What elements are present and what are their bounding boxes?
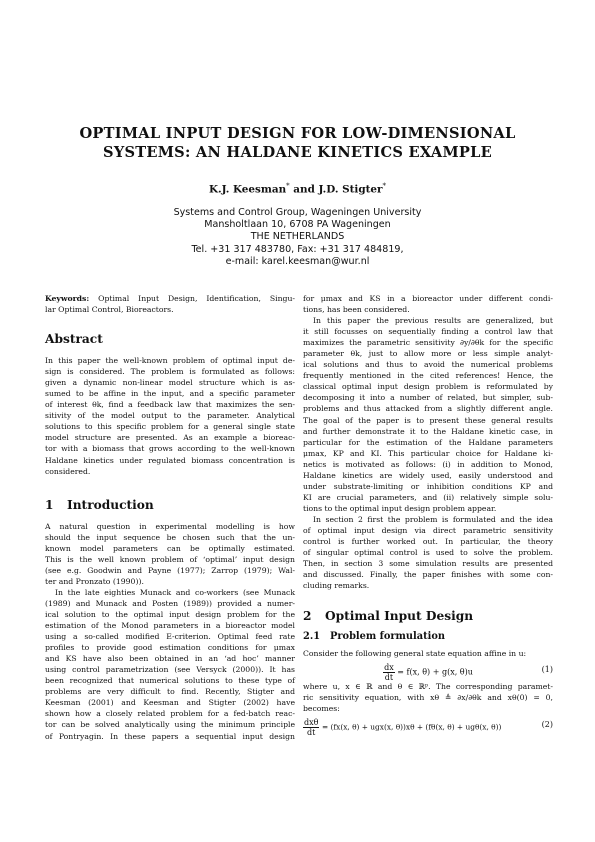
affiliation-line: Tel. +31 317 483780, Fax: +31 317 484819, — [191, 243, 404, 255]
keywords-line: lar Optimal Control, Bioreactors. — [45, 305, 174, 315]
body-paragraph: Consider the following general state equation affine in u: — [303, 649, 527, 659]
abstract-line: Haldane kinetics under regulated biomass concentration is — [45, 455, 295, 465]
equation-2 — [303, 714, 553, 736]
body-paragraph: for μmax and KS in a bioreactor under different condi- tions, has been considered. — [303, 294, 553, 315]
equation-1 — [303, 659, 553, 681]
intro-paragraph: A natural question in experimental modelling is how should the input sequence be chosen such that the un- known model parameters can be optimally estimated. This is the well known problem of ‘optimal’ input design (see e.g. Goodwin and Payne (1977); Zarrop (1979); Wal- ter and Pronzato (1990)). — [45, 521, 295, 586]
abstract-line: of interest θk, find a feedback law that maximizes the sen- — [45, 400, 295, 410]
affiliation-line: Systems and Control Group, Wageningen University — [173, 207, 422, 218]
body-paragraph: where u, x ∈ ℝ and θ ∈ ℝᵖ. The corresponding paramet- ric sensitivity equation, with xθ ≜ ∂x/∂θk and xθ(0) = 0, becomes: — [303, 682, 553, 714]
abstract-heading: Abstract — [45, 332, 103, 347]
body-paragraph: In section 2 first the problem is formulated and the idea of optimal input design via direct parametric sensitivity control is further worked out. In particular, the theory of singular optimal control is used to solve the problem. Then, in section 3 some simulation results are presented and discussed. Finally, the paper finishes with some con- cluding remarks. — [303, 514, 553, 591]
eq2-rhs: = (fx(x, θ) + ugx(x, θ))xθ + (fθ(x, θ) + ugθ(x, θ)) — [322, 722, 502, 732]
author-mark: * — [382, 182, 386, 190]
keywords — [45, 293, 295, 315]
abstract-text — [45, 355, 295, 477]
affiliation-line: e-mail: karel.keesman@wur.nl — [225, 255, 370, 267]
equation-number: (2) — [541, 720, 553, 730]
abstract-line: sitivity of the model output to the parameter. Analytical — [45, 411, 295, 421]
abstract-line: sign is considered. The problem is formulated as follows: — [45, 367, 295, 377]
author-name: J.D. Stigter — [318, 183, 383, 196]
title-line: OPTIMAL INPUT DESIGN FOR LOW-DIMENSIONAL — [79, 125, 516, 142]
author-separator: and — [293, 183, 315, 196]
title-line: SYSTEMS: AN HALDANE KINETICS EXAMPLE — [103, 144, 492, 161]
abstract-line: In this paper the well-known problem of optimal input de- — [45, 356, 295, 366]
affiliation-line: THE NETHERLANDS — [250, 231, 345, 243]
keywords-line: Keywords: Optimal Input Design, Identification, Singu- — [45, 294, 296, 303]
abstract-line: model structure are presented. As an example a bioreac- — [45, 433, 295, 443]
abstract-line: tor with a biomass that grows according to the well-known — [45, 444, 295, 454]
abstract-line: sumed to be affine in the input, and a specific parameter — [45, 389, 295, 399]
abstract-line: solutions to this specific problem for a general single state — [45, 422, 295, 432]
intro-paragraph: In the late eighties Munack and co-workers (see Munack (1989) and Munack and Posten (1989)) provided a numer- ical solution to the optimal input design problem for the estimation of the Monod parameters in a bioreactor model using a so-called modified E-criterion. Optimal feed rate profiles to provide good estimation conditions for μmax and KS have also been obtained in an ‘ad hoc’ manner using control parametrization (see Versyck (2000)). It has been recognized that numerical solutions to these type of problems are very difficult to find. Recently, Stigter and Keesman (2001) and Keesman and Stigter (2002) have shown how a closely related problem for a fed-batch reac- tor can be solved analytically using the minimum principle of Pontryagin. In these papers a sequential input design — [45, 587, 295, 741]
author-mark: * — [286, 182, 290, 190]
abstract-line: considered. — [45, 466, 91, 476]
author-line — [40, 180, 555, 195]
affiliation-line: Mansholtlaan 10, 6708 PA Wageningen — [204, 219, 391, 231]
eq1-derivative: $\frac{dx}{dt}$ — [384, 663, 394, 683]
keywords-label: Keywords: — [45, 294, 90, 303]
section-heading-introduction: 1 Introduction — [45, 497, 154, 512]
eq2-derivative: $\frac{\text{dxθ}}{dt}$ — [304, 718, 319, 738]
paper-title — [40, 124, 555, 162]
left-column — [45, 293, 295, 742]
eq1-rhs: = f(x, θ) + g(x, θ)u — [397, 667, 473, 677]
subsection-heading-problem-formulation: 2.1 Problem formulation — [303, 631, 446, 643]
abstract-line: given a dynamic non-linear model structure which is as- — [45, 378, 295, 388]
section-heading-optimal-input-design: 2 Optimal Input Design — [303, 609, 474, 624]
right-column — [303, 293, 553, 736]
affiliation-block — [100, 207, 495, 268]
author-name: K.J. Keesman — [209, 183, 287, 196]
equation-number: (1) — [541, 665, 553, 675]
body-paragraph: In this paper the previous results are generalized, but it still focusses on sequentially finding a control law that maximizes the parametric sensitivity ∂y/∂θk for the specific parameter θk, just to allow more or less simple analyt- ical solutions and thus to avoid the numerical problems frequently mentioned in the cited references! Hence, the classical optimal input design problem is reformulated by decomposing it into a number of related, but simpler, sub- problems and thus attacked from a slightly different angle. The goal of the paper is to present these general results and further demonstrate it to the Haldane kinetic case, in particular for the estimation of the Haldane parameters μmax, KP and KI. This particular choice for Haldane ki- netics is motivated as follows: (i) in addition to Monod, Haldane kinetics are widely used, easily understood and under substrate-limiting or inhibition conditions KP and KI are crucial parameters, and (ii) relatively simple solu- tions to the optimal input design problem appear. — [303, 316, 553, 513]
